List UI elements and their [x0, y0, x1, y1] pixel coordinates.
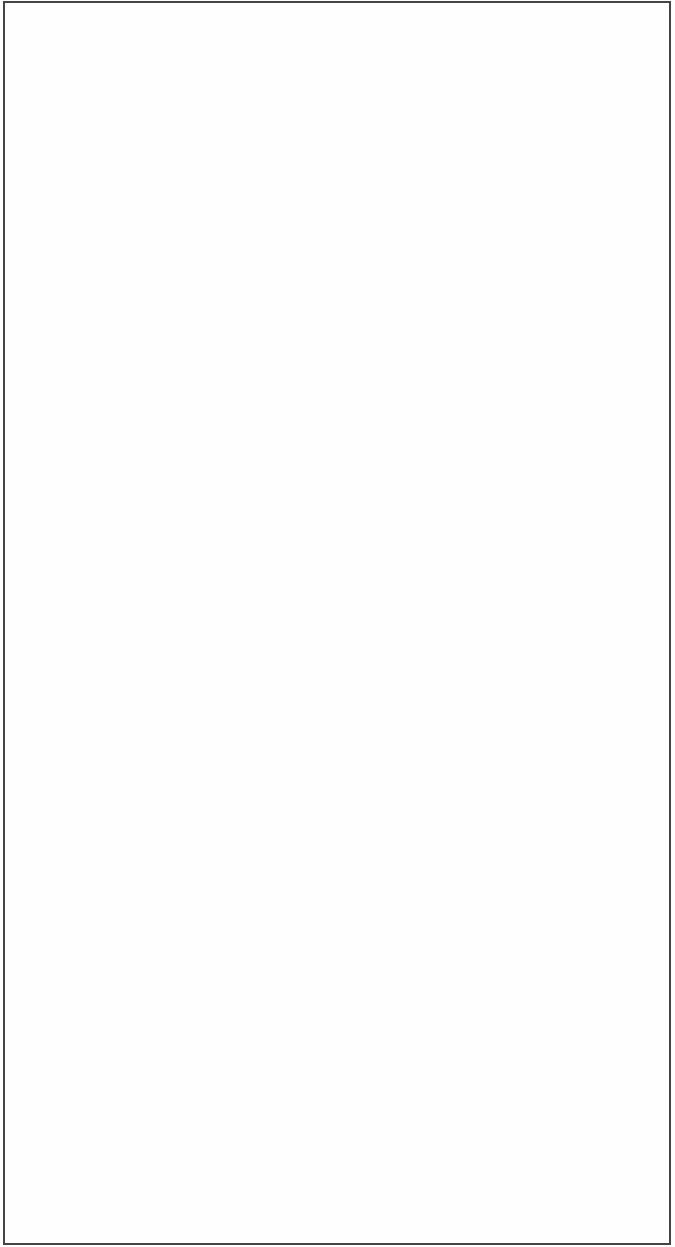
figure-border [3, 1, 671, 1245]
